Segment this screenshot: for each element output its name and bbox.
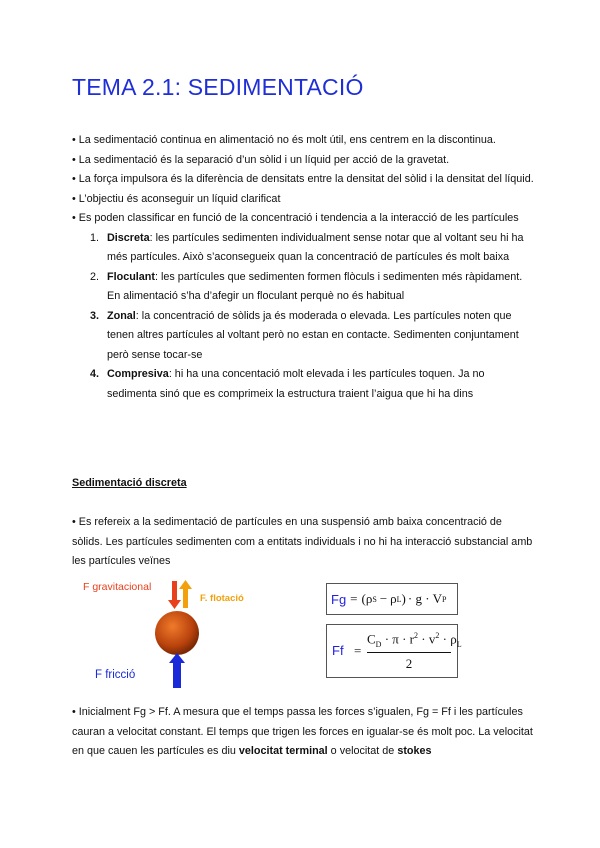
eq-ff-term: · π · r [381,631,415,647]
item-number: 2. [90,270,100,283]
eq-ff-sup: 2 [414,631,419,640]
type-term: Zonal [107,309,136,322]
sedimentation-types-list [72,229,534,405]
type-term: Discreta [107,231,150,244]
final-text [72,703,534,762]
item-number: 4. [90,368,100,380]
eq-fg-rest: · g · V [407,591,442,606]
eq-fg-sub: L [396,594,402,604]
gravity-label: F gravitacional [83,581,152,593]
particle-sphere [155,611,199,655]
term-terminal-velocity: velocitat terminal [238,745,328,757]
eq-fg-rho: ρ [365,591,373,606]
eq-fg-sub: S [372,594,377,604]
bullet-item: • La força impulsora és la diferència de densitats entre la densitat del sòlid i la densitat del líquid. [72,173,534,185]
eq-fg-paren-close: ) [401,591,406,606]
eq-ff-sub: D [375,639,382,649]
final-paragraph [72,703,534,762]
eq-fg-minus: − [379,591,388,606]
bullet-item: • L’objectiu és aconseguir un líquid clarificat [72,192,281,205]
eq-ff-sub: L [456,639,462,649]
equation-ff [326,624,462,678]
type-term: Compresiva [107,368,169,380]
eq-ff-lhs: Ff [332,643,344,658]
type-description: : les partícules sedimenten individualment sense notar que al voltant seu hi ha més partícules. Això s’aconsegueix quan la concentració de partícules és molt baixa [107,231,524,263]
eq-ff-term: · v [418,631,436,647]
type-description: : la concentració de sòlids ja és moderada o elevada. Les partícules noten que tenen altres partícules al voltant però no estan en contacte. Sedimenten conjuntament però sense tocar-se [107,309,519,361]
friction-label: F fricció [95,669,136,681]
type-description: : les partícules que sedimenten formen flòculs i sedimenten més ràpidament. En alimentació s’ha d’afegir un floculant perquè no és habitual [107,270,523,302]
float-label: F. flotació [200,593,244,604]
term-stokes: stokes [397,745,432,757]
equation-fg [326,583,458,615]
item-number: 1. [90,231,100,244]
type-item [72,268,534,307]
type-item [72,365,534,404]
type-item [72,307,534,366]
page-title: TEMA 2.1: SEDIMENTACIÓ [72,74,364,100]
gravity-arrow-shaft [172,581,177,601]
intro-bullets [72,131,534,404]
eq-ff-denominator: 2 [405,656,413,671]
eq-fg-rho: ρ [390,591,397,606]
float-arrow-shaft [183,588,188,608]
eq-fg-sub: P [441,594,447,604]
bullet-item: • La sedimentació és la separació d’un sòlid i un líquid per acció de la gravetat. [72,153,450,166]
final-text-part: o velocitat de [327,745,398,757]
bullet-item: • La sedimentació continua en alimentació no és molt útil, ens centrem en la discontinua. [72,134,496,146]
section-paragraph [72,513,534,572]
bullet-item: • Es poden classificar en funció de la concentració i tendencia a la interacció de les partícules [72,212,519,224]
eq-fg-paren-open: ( [361,591,366,606]
type-description: : hi ha una concentació molt elevada i les partícules toquen. Ja no sedimenta sinó que es comprimeix la estructura traient l’aigua que hi ha dins [107,368,485,400]
eq-ff-fraction-bar [367,652,451,653]
eq-ff-equals: = [354,643,362,658]
item-number: 3. [90,309,100,322]
eq-ff-term: C [367,631,376,647]
friction-arrow-icon [169,653,185,663]
eq-fg-lhs: Fg [331,591,347,607]
eq-fg-equals: = [350,591,358,606]
forces-diagram [80,576,280,691]
section-heading: Sedimentació discreta [72,477,187,489]
float-arrow-icon [179,580,192,589]
eq-ff-term: · ρ [439,631,457,647]
eq-ff-sup: 2 [435,631,440,640]
gravity-arrow-icon [168,600,181,609]
friction-arrow-shaft [173,662,181,688]
eq-ff-numerator [367,631,462,649]
type-item [72,229,534,268]
section-text: • Es refereix a la sedimentació de partícules en una suspensió amb baixa concentració de sòlids. Les partícules sedimenten com a entitats individuals i no hi ha interacció substancial amb les partícules veïnes [72,516,533,567]
type-term: Floculant [107,270,155,283]
final-text-part: • Inicialment Fg > Ff. A mesura que el temps passa les forces s’igualen, Fg = Ff i les partícules cauran a velocitat constant. El temps que trigen les forces en igualar-se és molt poc. La velocitat en que cauen les partícules es diu [72,706,533,757]
